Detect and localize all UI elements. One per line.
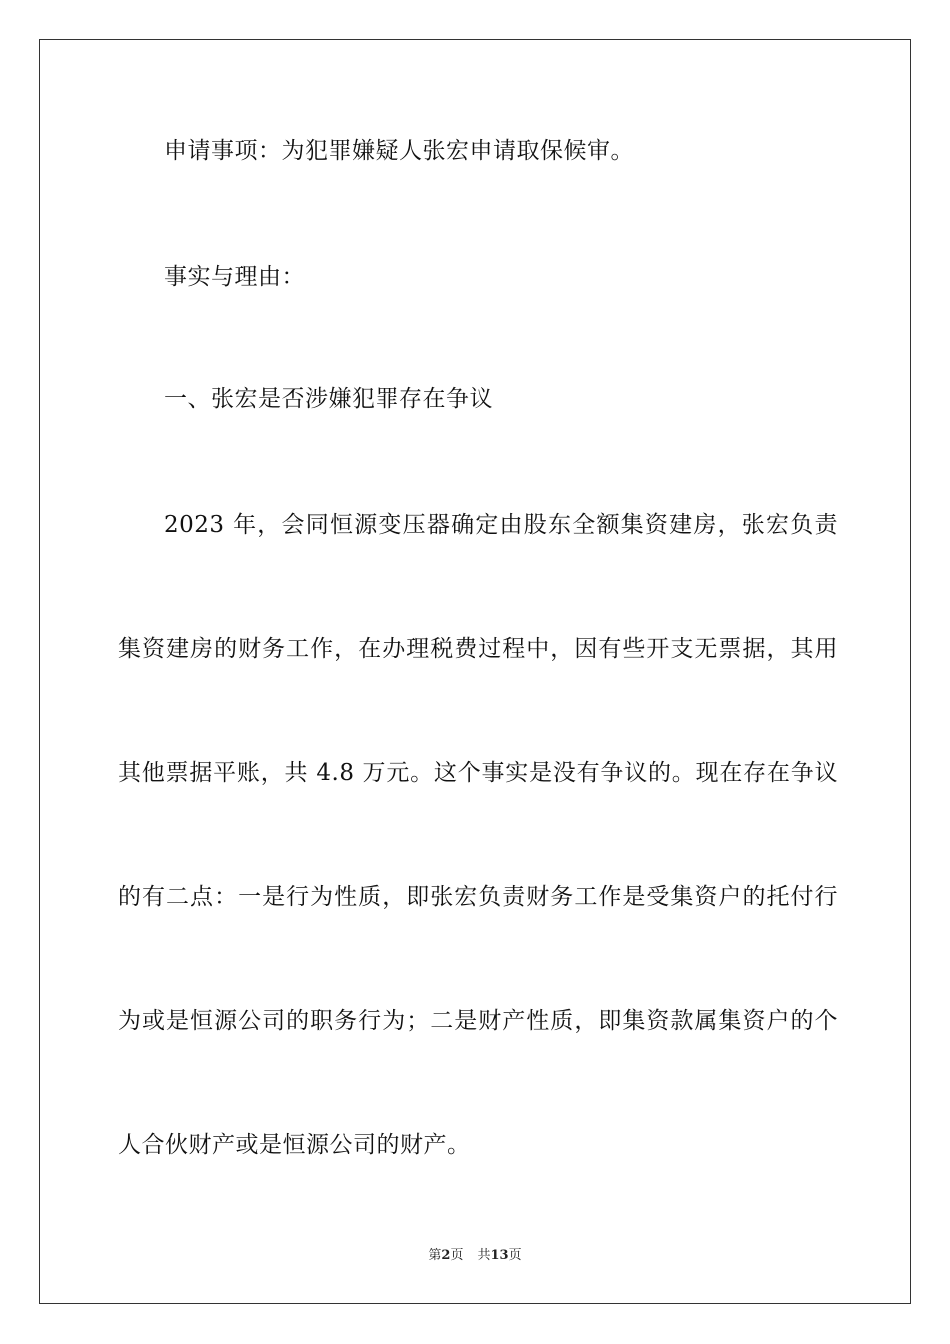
paragraph-line-4: 的有二点：一是行为性质，即张宏负责财务工作是受集资户的托付行 [118,884,838,910]
page-suffix: 页 [450,1248,464,1263]
total-suffix: 页 [508,1248,522,1263]
paragraph-line-5: 为或是恒源公司的职务行为；二是财产性质，即集资款属集资户的个 [118,1008,838,1034]
page-number: 2 [441,1248,451,1263]
total-prefix: 共 [477,1248,491,1263]
paragraph-line-6: 人合伙财产或是恒源公司的财产。 [118,1132,471,1158]
page-footer [0,1247,950,1265]
page-border [39,39,911,1304]
facts-reasons-heading: 事实与理由： [164,264,305,290]
paragraph-line-3: 其他票据平账，共 4.8 万元。这个事实是没有争议的。现在存在争议 [118,760,838,786]
total-pages: 13 [490,1248,509,1263]
section-one-heading: 一、张宏是否涉嫌犯罪存在争议 [164,386,493,412]
page-prefix: 第 [428,1248,442,1263]
paragraph-line-2: 集资建房的财务工作，在办理税费过程中，因有些开支无票据，其用 [118,636,838,662]
paragraph-line-1: 2023 年，会同恒源变压器确定由股东全额集资建房，张宏负责 [164,512,838,538]
application-item-line: 申请事项：为犯罪嫌疑人张宏申请取保候审。 [164,138,634,164]
